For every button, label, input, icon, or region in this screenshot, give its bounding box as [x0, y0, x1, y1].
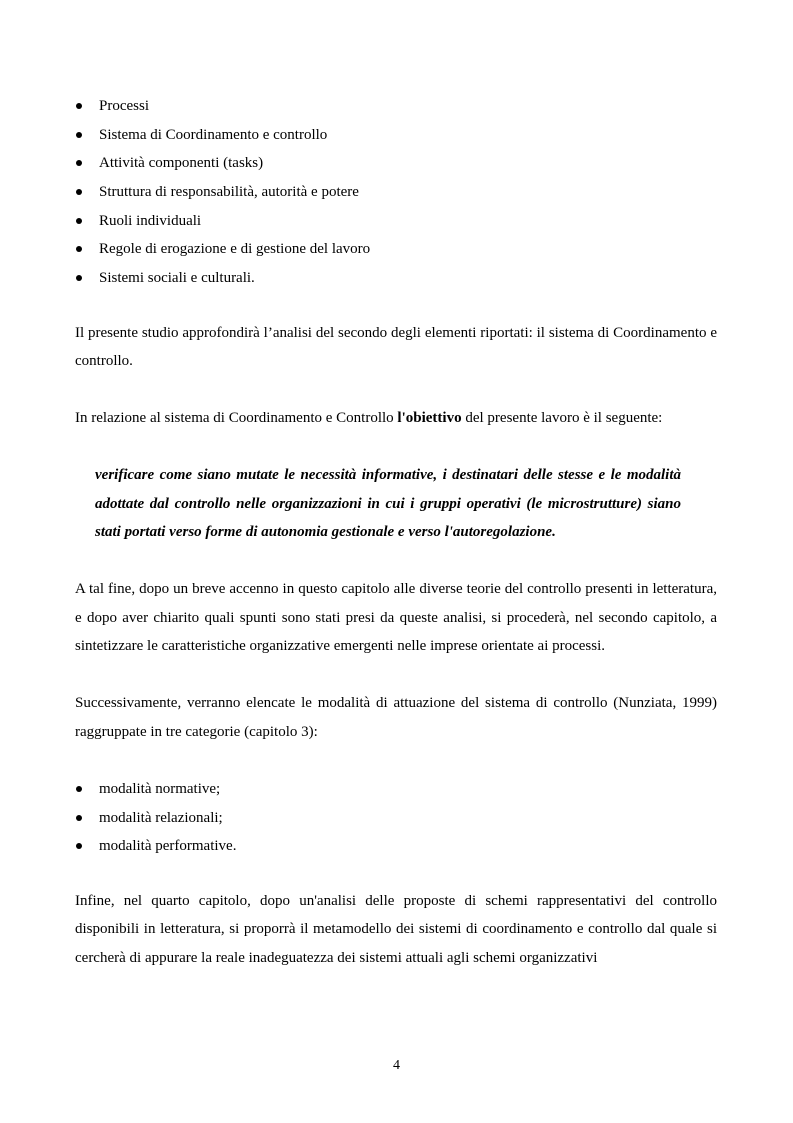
list-item: Ruoli individuali — [75, 207, 717, 236]
list-item: modalità performative. — [75, 832, 717, 861]
list-item: Attività componenti (tasks) — [75, 149, 717, 178]
list-item: Regole di erogazione e di gestione del lavoro — [75, 235, 717, 264]
objective-intro-text: In relazione al sistema di Coordinamento e Controllo — [75, 410, 398, 427]
paragraph-aim: A tal fine, dopo un breve accenno in questo capitolo alle diverse teorie del controllo presenti in letteratura, e dopo aver chiarito quali spunti sono stati presi da queste analisi, si procederà, nel secondo capitolo, a sintetizzare le caratteristiche organizzative emergenti nelle imprese orientate ai processi. — [75, 581, 717, 655]
objective-intro-text-end: del presente lavoro è il seguente: — [461, 410, 663, 427]
paragraph-study: Il presente studio approfondirà l’analisi del secondo degli elementi riportati: il sistema di Coordinamento e controllo. — [75, 324, 717, 370]
paragraph-final: Infine, nel quarto capitolo, dopo un'analisi delle proposte di schemi rappresentativi del controllo disponibili in letteratura, si proporrà il metamodello dei sistemi di coordinamento e controllo dal quale si cercherà di appurare la reale inadeguatezza dei sistemi attuali agli schemi organizzativi — [75, 892, 717, 966]
paragraph-next: Successivamente, verranno elencate le modalità di attuazione del sistema di controllo (Nunziata, 1999) raggruppate in tre categorie (capitolo 3): — [75, 695, 717, 740]
objective-keyword: l'obiettivo — [397, 410, 462, 427]
page-number: 4 — [393, 1058, 400, 1073]
paragraph-objective-intro — [75, 404, 717, 433]
modalities-list — [75, 775, 717, 861]
objective-statement: verificare come siano mutate le necessità informative, i destinatari delle stesse e le modalità adottate dal controllo nelle organizzazioni in cui i gruppi operativi (le microstrutture) siano stati portati verso forme di autonomia gestionale e verso l'autoregolazione. — [95, 467, 681, 541]
list-item: Sistema di Coordinamento e controllo — [75, 121, 717, 150]
list-item: Sistemi sociali e culturali. — [75, 264, 717, 293]
elements-list — [75, 92, 717, 293]
document-page — [75, 92, 717, 972]
list-item: modalità normative; — [75, 775, 717, 804]
list-item: Struttura di responsabilità, autorità e potere — [75, 178, 717, 207]
list-item: Processi — [75, 92, 717, 121]
list-item: modalità relazionali; — [75, 804, 717, 833]
